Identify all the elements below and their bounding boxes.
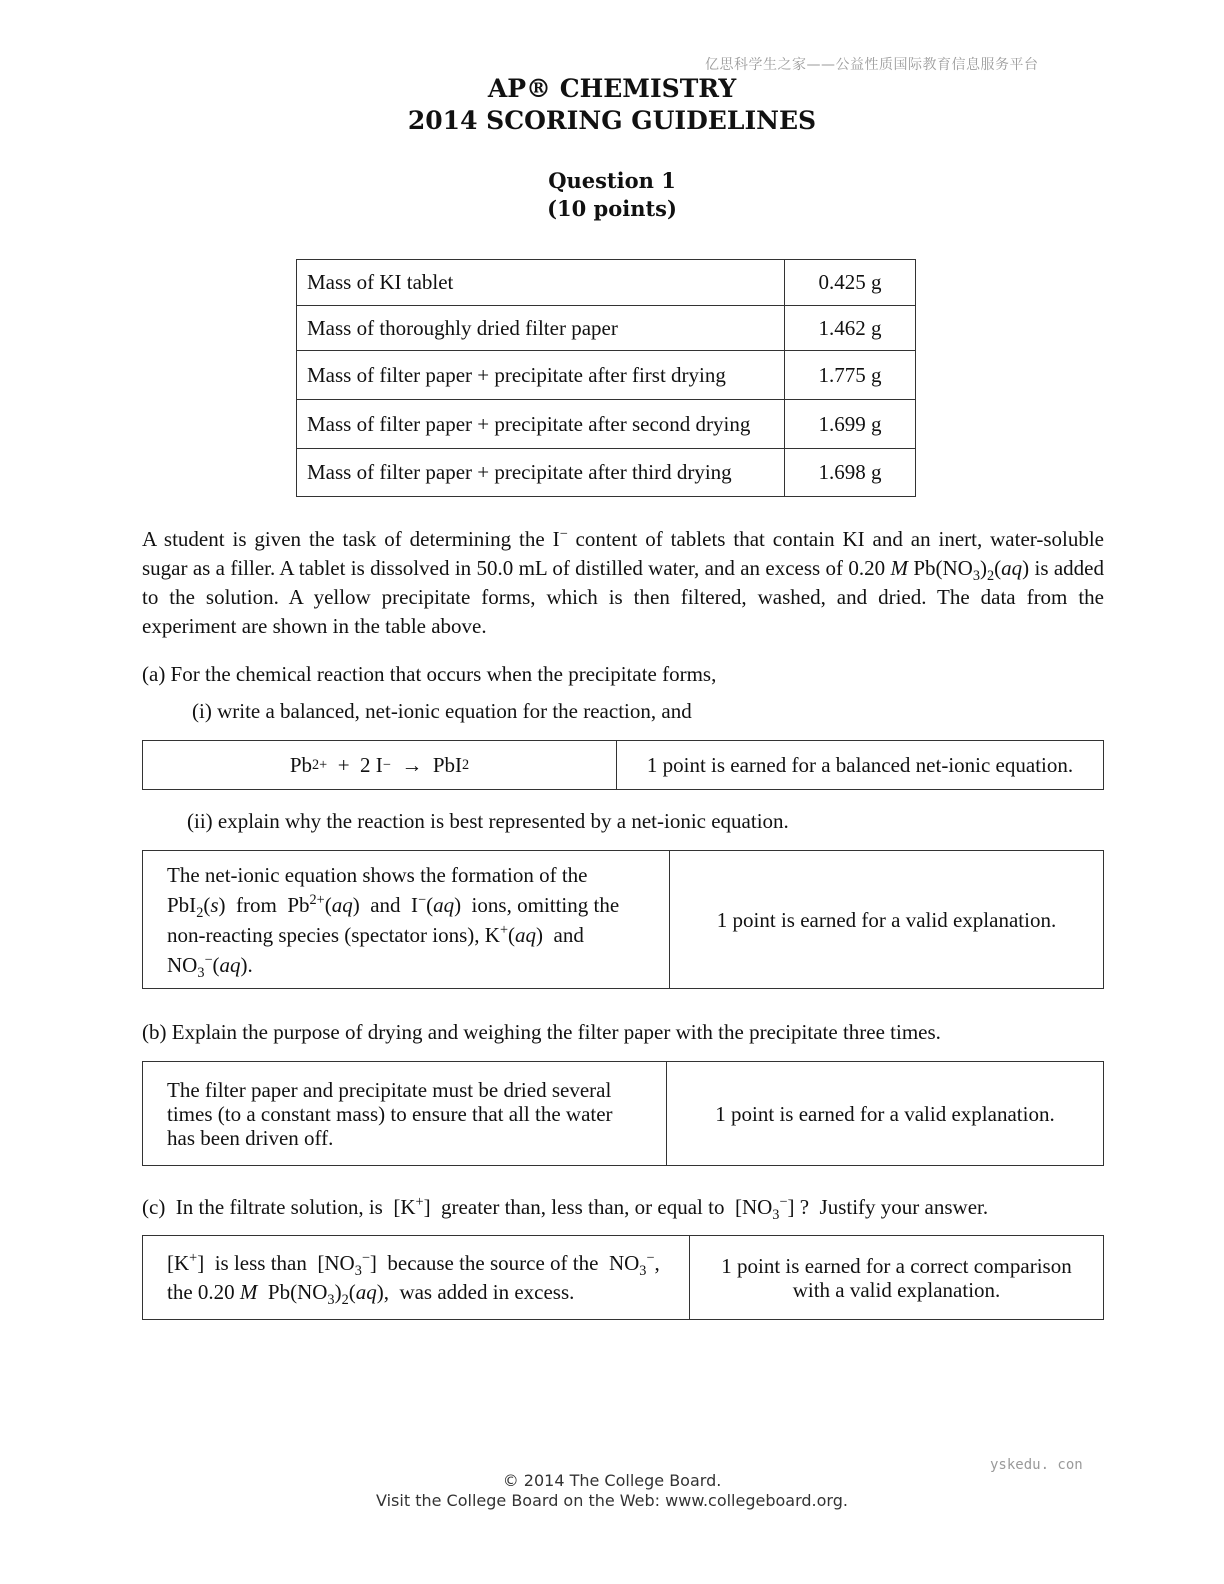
row-value: 0.425 g [785, 260, 916, 306]
answer-text: The filter paper and precipitate must be dried several times (to a constant mass) to ensure that all the water has been driven off. [143, 1062, 667, 1165]
footer-link[interactable]: Visit the College Board on the Web: www.collegeboard.org. [376, 1491, 848, 1510]
part-a-stem: (a) For the chemical reaction that occurs when the precipitate forms, [142, 662, 717, 686]
table-row [297, 400, 916, 449]
row-label: Mass of filter paper + precipitate after second drying [297, 400, 785, 449]
page-title: AP® CHEMISTRY [487, 74, 737, 103]
answer-box-b [142, 1061, 1104, 1166]
answer-box-a-i [142, 740, 1104, 790]
row-label: Mass of KI tablet [297, 260, 785, 306]
table-row [297, 306, 916, 351]
part-c-stem: (c) In the filtrate solution, is [K+] greater than, less than, or equal to $[NO_3^-]$ ? Justify your answer. [142, 1194, 989, 1224]
scoring-note: 1 point is earned for a correct comparison with a valid explanation. [721, 1253, 1072, 1302]
row-value: 1.462 g [785, 306, 916, 351]
answer-box-a-ii [142, 850, 1104, 989]
row-label: Mass of thoroughly dried filter paper [297, 306, 785, 351]
answer-text: The net-ionic equation shows the formation of the PbI$_2$(s) from $Pb^{2+}(aq)$ and I−(aq) ions, omitting the non-reacting species (spectator ions), K+(aq) and $NO_3^-(aq)$. [143, 851, 670, 988]
scoring-note: 1 point is earned for a valid explanation. [716, 907, 1057, 932]
scoring-note: 1 point is earned for a balanced net-ionic equation. [646, 753, 1074, 777]
scoring-note: 1 point is earned for a valid explanation. [715, 1101, 1055, 1126]
question-title: Question 1 [548, 168, 676, 193]
row-value: 1.775 g [785, 351, 916, 400]
row-value: 1.698 g [785, 449, 916, 497]
answer-text: [K+] is less than $[NO_3^-]$ because the source of the $NO_3^-$, the 0.20 M $Pb(NO_3)_2(aq)$, was added in excess. [143, 1236, 690, 1319]
part-a-i-prompt: (i) write a balanced, net-ionic equation for the reaction, and [192, 699, 692, 723]
intro-paragraph: A student is given the task of determining the I− content of tablets that contain KI and an inert, water-soluble sugar as a filler. A tablet is dissolved in 50.0 mL of distilled water, and an excess of 0.20 M $Pb(NO_3)_2(aq)$ is added to the solution. A yellow precipitate forms, which is then filtered, washed, and dried. The data from the experiment are shown in the table above. [142, 526, 1104, 638]
table-row [297, 449, 916, 497]
part-b-stem: (b) Explain the purpose of drying and weighing the filter paper with the precipitate three times. [142, 1020, 941, 1044]
row-label: Mass of filter paper + precipitate after third drying [297, 449, 785, 497]
table-row [297, 351, 916, 400]
footer-copyright: © 2014 The College Board. [502, 1471, 722, 1490]
data-table [296, 259, 916, 497]
answer-box-c [142, 1235, 1104, 1320]
part-a-ii-prompt: (ii) explain why the reaction is best represented by a net-ionic equation. [187, 809, 789, 833]
question-points: (10 points) [547, 196, 677, 221]
equation: Pb 2+ + 2 I − → PbI 2 [143, 741, 617, 789]
row-label: Mass of filter paper + precipitate after first drying [297, 351, 785, 400]
page-subtitle: 2014 SCORING GUIDELINES [407, 106, 817, 135]
watermark-bottom: yskedu. con [990, 1457, 1083, 1473]
table-row [297, 260, 916, 306]
watermark-text: 亿思科学生之家——公益性质国际教育信息服务平台 [705, 57, 1039, 73]
row-value: 1.699 g [785, 400, 916, 449]
